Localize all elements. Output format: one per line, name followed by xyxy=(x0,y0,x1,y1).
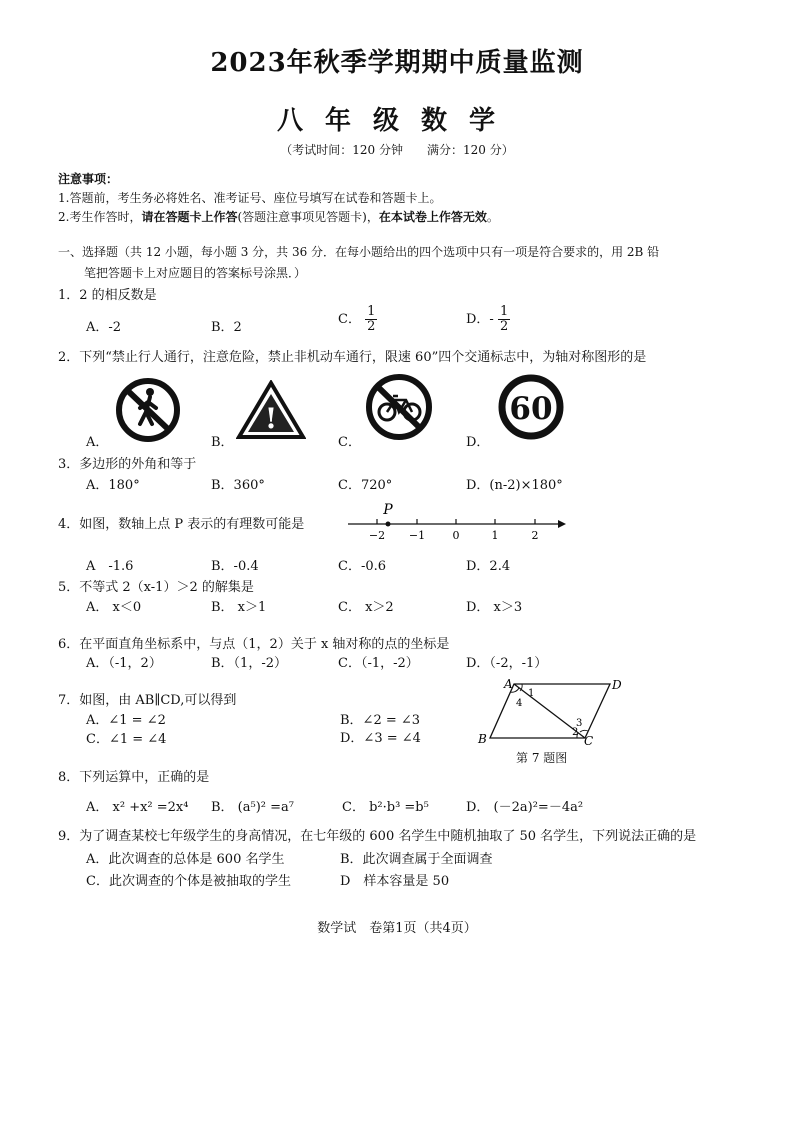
q7-option-b: B．∠2 = ∠3 xyxy=(340,713,421,728)
q1-option-d-fraction xyxy=(498,305,510,334)
q8-option-d: D． (－2a)²=－4a² xyxy=(466,800,584,815)
q1-option-c-label: C． xyxy=(338,312,361,327)
q3-option-b: B．360° xyxy=(211,478,265,493)
q9-option-a: A．此次调查的总体是 600 名学生 xyxy=(86,852,285,867)
q4-number-line xyxy=(340,498,572,544)
q3-option-d: D．(n-2)×180° xyxy=(466,478,563,493)
q4-option-b: B．-0.4 xyxy=(211,559,259,574)
q6-stem: 6．在平面直角坐标系中，与点（1，2）关于 x 轴对称的点的坐标是 xyxy=(58,637,450,652)
q4-tick-label: −1 xyxy=(408,529,426,542)
warning-sign-icon xyxy=(236,380,306,440)
q4-tick-label: 2 xyxy=(531,529,539,542)
q4-option-a: A -1.6 xyxy=(86,559,134,574)
q1-option-c-fraction xyxy=(365,305,377,334)
q4-option-d: D．2.4 xyxy=(466,559,511,574)
q4-point-p xyxy=(386,522,391,527)
exam-info: （考试时间：120 分钟 满分：120 分） xyxy=(280,143,514,157)
section1-line2: 笔把答题卡上对应题目的答案标号涂黑．） xyxy=(84,266,307,280)
q7-vertex-a: A xyxy=(504,677,513,691)
q6-option-d: D．（-2，-1） xyxy=(466,656,548,671)
q7-vertex-b: B xyxy=(478,732,487,746)
q7-angle-4: 4 xyxy=(516,698,523,709)
q4-tick-label: −2 xyxy=(368,529,386,542)
notes-item-2 xyxy=(58,208,499,225)
q1-option-d xyxy=(466,305,510,334)
q1-c-numerator: 1 xyxy=(367,304,376,319)
q5-option-a: A． x＜0 xyxy=(86,600,142,615)
q9-option-c: C．此次调查的个体是被抽取的学生 xyxy=(86,874,291,889)
q6-option-b: B．（1，-2） xyxy=(211,656,287,671)
q2-option-c: C． xyxy=(338,435,361,450)
q6-option-a: A．（-1，2） xyxy=(86,656,162,671)
notes-heading: 注意事项： xyxy=(58,172,119,186)
q1-option-c xyxy=(338,305,377,334)
q2-option-a: A． xyxy=(86,435,109,450)
section1-line1: 一、选择题（共 12 小题，每小题 3 分，共 36 分．在每小题给出的四个选项中只有一项是符合要求的，用 2B 铅 xyxy=(58,245,660,259)
q7-vertex-d: D xyxy=(612,678,622,692)
q2-option-d: D． xyxy=(466,435,490,450)
notes-item-2-bold2: 在本试卷上作答无效 xyxy=(378,210,487,224)
q9-option-b: B．此次调查属于全面调查 xyxy=(340,852,493,867)
speed-limit-number: 60 xyxy=(509,391,553,427)
q4-tick-label: 1 xyxy=(491,529,499,542)
q5-option-b: B． x＞1 xyxy=(211,600,267,615)
q8-stem: 8．下列运算中，正确的是 xyxy=(58,770,210,785)
q9-option-d: D 样本容量是 50 xyxy=(340,874,450,889)
q4-option-c: C．-0.6 xyxy=(338,559,387,574)
q7-angle-1: 1 xyxy=(528,688,535,699)
q8-option-c: C． b²·b³ =b⁵ xyxy=(342,800,429,815)
q4-stem: 4．如图，数轴上点 P 表示的有理数可能是 xyxy=(58,517,305,532)
q9-stem: 9．为了调查某校七年级学生的身高情况，在七年级的 600 名学生中随机抽取了 50 名学生，下列说法正确的是 xyxy=(58,829,697,844)
notes-item-2-bold1: 请在答题卡上作答 xyxy=(141,210,238,224)
q5-stem: 5．不等式 2（x-1）＞2 的解集是 xyxy=(58,580,254,595)
q6-option-c: C．（-1，-2） xyxy=(338,656,419,671)
q1-option-a: A．-2 xyxy=(86,320,122,335)
q2-stem: 2．下列“禁止行人通行，注意危险，禁止非机动车通行，限速 60”四个交通标志中，为轴对称图形的是 xyxy=(58,350,647,365)
q5-option-d: D． x＞3 xyxy=(466,600,523,615)
q7-parallelogram-figure xyxy=(474,674,630,748)
speed-limit-60-sign-icon xyxy=(494,374,568,440)
warning-sign-mark: ! xyxy=(264,402,278,435)
notes-item-2-pre: 2.考生作答时， xyxy=(58,210,142,224)
q1-stem: 1．2 的相反数是 xyxy=(58,288,157,303)
notes-item-2-mid: (答题注意事项见答题卡)， xyxy=(237,210,379,224)
exam-subject: 八年级数学 xyxy=(276,106,517,136)
q3-stem: 3．多边形的外角和等于 xyxy=(58,457,197,472)
exam-title: 2023年秋季学期期中质量监测 xyxy=(210,48,584,78)
q7-vertex-c: C xyxy=(584,734,594,748)
no-bicycle-sign-icon xyxy=(362,374,436,440)
q1-option-d-label: D．- xyxy=(466,312,494,327)
q4-tick-label: 0 xyxy=(452,529,460,542)
q7-option-d: D．∠3 = ∠4 xyxy=(340,731,421,746)
q7-angle-2: 2 xyxy=(572,727,579,738)
notes-item-2-end: 。 xyxy=(486,210,499,224)
q7-figure-caption: 第 7 题图 xyxy=(516,751,568,765)
q4-point-label: P xyxy=(383,502,393,518)
q7-stem: 7．如图，由 AB∥CD,可以得到 xyxy=(58,693,237,708)
q8-option-b: B． (a⁵)² =a⁷ xyxy=(211,800,294,815)
q7-angle-3: 3 xyxy=(576,718,583,729)
q1-option-b: B．2 xyxy=(211,320,242,335)
q7-option-a: A．∠1 = ∠2 xyxy=(86,713,166,728)
q2-option-b: B． xyxy=(211,435,234,450)
page-footer: 数学试 卷第1页（共4页） xyxy=(317,921,477,936)
q8-option-a: A． x² +x² =2x⁴ xyxy=(86,800,189,815)
q3-option-c: C．720° xyxy=(338,478,393,493)
q7-option-c: C．∠1 = ∠4 xyxy=(86,732,167,747)
q3-option-a: A．180° xyxy=(86,478,140,493)
notes-item-1: 1.答题前，考生务必将姓名、准考证号、座位号填写在试卷和答题卡上。 xyxy=(58,191,442,205)
q1-d-numerator: 1 xyxy=(499,304,509,319)
q1-d-denominator: 2 xyxy=(499,319,509,334)
q1-c-denominator: 2 xyxy=(367,319,376,334)
no-pedestrian-sign-icon xyxy=(112,378,186,442)
q5-option-c: C． x＞2 xyxy=(338,600,394,615)
